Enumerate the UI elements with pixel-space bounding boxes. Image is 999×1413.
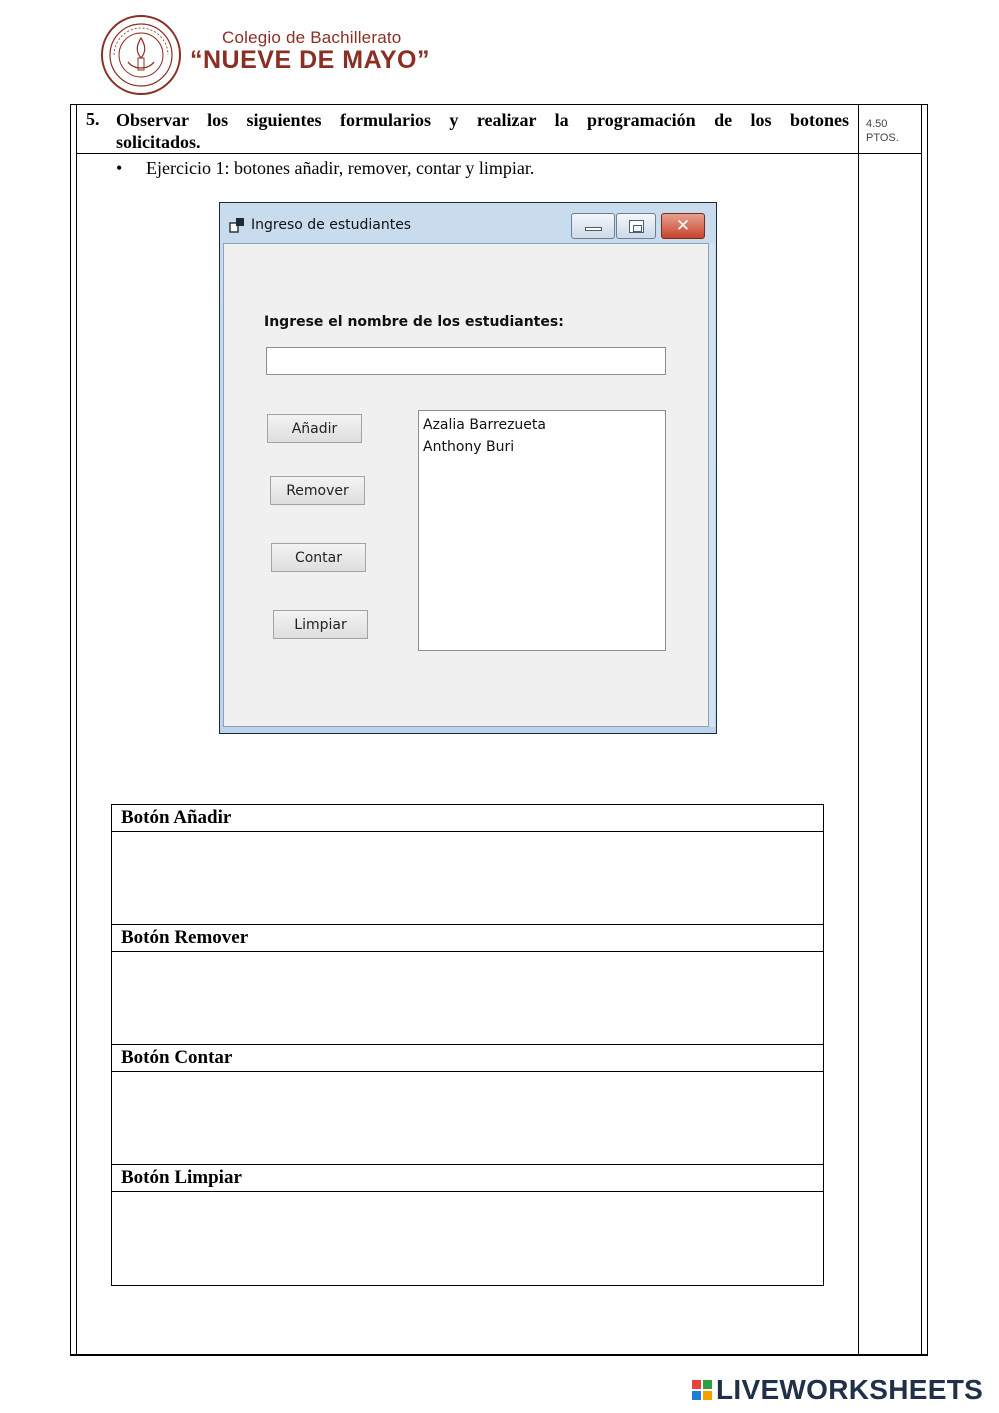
- form-window: [219, 202, 717, 734]
- liveworksheets-grid-icon: [692, 1380, 712, 1400]
- answer-table: [111, 804, 824, 1286]
- liveworksheets-brand: LIVEWORKSHEETS: [716, 1374, 984, 1405]
- window-frame-right: [709, 243, 715, 727]
- maximize-button[interactable]: [616, 213, 656, 239]
- list-item[interactable]: Anthony Buri: [423, 439, 515, 455]
- answer-header-add: Botón Añadir: [112, 805, 823, 832]
- points-value: 4.50: [866, 118, 888, 130]
- minimize-icon: [585, 227, 602, 231]
- table-border-bottom: [70, 1354, 928, 1356]
- remove-button[interactable]: Remover: [270, 476, 365, 505]
- student-name-label: Ingrese el nombre de los estudiantes:: [264, 314, 564, 330]
- question-text-line2: solicitados.: [116, 132, 201, 152]
- question-text-line1: Observar los siguientes formularios y realizar la programación de los botones: [116, 110, 849, 130]
- window-title: Ingreso de estudiantes: [251, 217, 412, 233]
- points-unit: PTOS.: [866, 132, 899, 144]
- list-item[interactable]: Azalia Barrezueta: [423, 417, 546, 433]
- grid-square: [692, 1380, 701, 1389]
- students-listbox[interactable]: [418, 410, 666, 651]
- question-text: [116, 109, 849, 153]
- table-border-top: [70, 104, 928, 105]
- window-client-area: [223, 243, 709, 727]
- liveworksheets-logo: [692, 1375, 983, 1405]
- school-subtitle: Colegio de Bachillerato: [222, 28, 402, 47]
- grid-square: [692, 1391, 701, 1400]
- answer-area-clear[interactable]: [112, 1192, 823, 1285]
- answer-header-count: Botón Contar: [112, 1045, 823, 1072]
- maximize-icon: [629, 220, 644, 233]
- school-seal-logo: [100, 14, 182, 96]
- answer-header-remove: Botón Remover: [112, 925, 823, 952]
- table-border-right-inner: [921, 104, 922, 1355]
- bullet-icon: •: [116, 158, 123, 178]
- answer-header-clear: Botón Limpiar: [112, 1165, 823, 1192]
- question-number: 5.: [86, 109, 100, 129]
- count-button[interactable]: Contar: [271, 543, 366, 572]
- answer-area-count[interactable]: [112, 1072, 823, 1165]
- add-button[interactable]: Añadir: [267, 414, 362, 443]
- table-border-left-outer: [70, 104, 71, 1355]
- school-name: “NUEVE DE MAYO”: [190, 46, 430, 74]
- question-row-divider: [76, 153, 922, 154]
- answer-area-add[interactable]: [112, 832, 823, 925]
- grid-square: [703, 1391, 712, 1400]
- exercise-text: Ejercicio 1: botones añadir, remover, contar y limpiar.: [146, 158, 535, 178]
- close-button[interactable]: [661, 213, 705, 239]
- clear-button[interactable]: Limpiar: [273, 610, 368, 639]
- points-cell: [866, 117, 899, 145]
- grid-square: [703, 1380, 712, 1389]
- points-column-divider: [858, 104, 859, 1355]
- minimize-button[interactable]: [571, 213, 615, 239]
- table-border-right-outer: [927, 104, 928, 1355]
- close-icon: ✕: [675, 216, 691, 236]
- student-name-input[interactable]: [266, 347, 666, 375]
- answer-area-remove[interactable]: [112, 952, 823, 1045]
- table-border-left-inner: [76, 104, 77, 1355]
- window-app-icon: [229, 217, 245, 233]
